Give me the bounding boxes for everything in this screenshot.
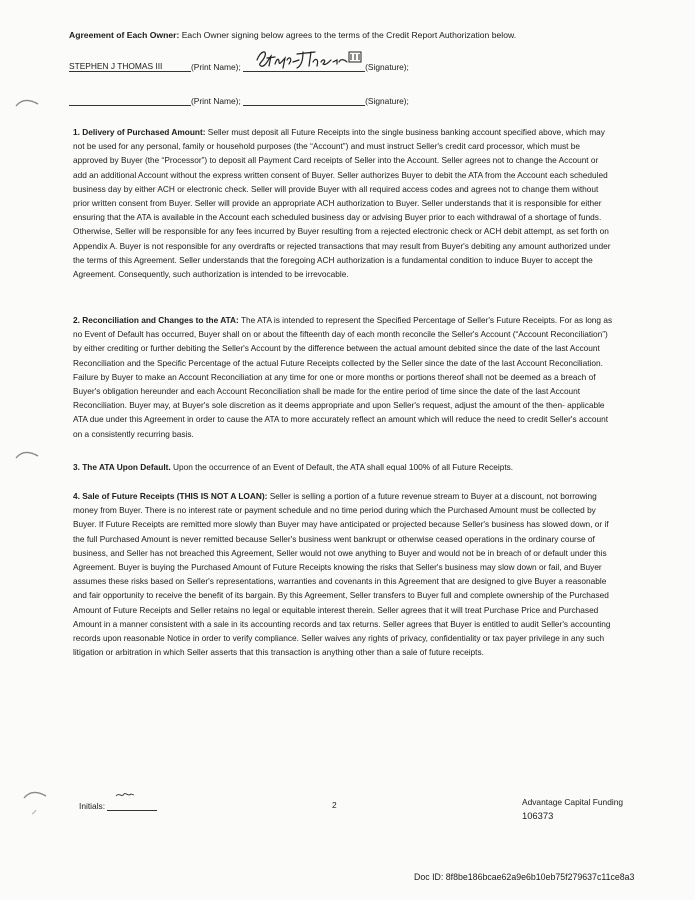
print-name-value: STEPHEN J THOMAS III	[69, 61, 191, 72]
section-body: Seller must deposit all Future Receipts into the single business banking account specified above, which may not be used for any personal, family or household purposes (the “Account”) and must instruct Seller's credit card processor, which must be approved by Buyer (the “Processor”) to deposit all Payment Card receipts of Seller into the Account. Seller agrees not to change the Account or add an additional Account without the express written consent of Buyer. Seller authorizes Buyer to debit the ATA from the Account each scheduled business day by either ACH or electronic check. Seller will provide Buyer with all required access codes and agrees not to change them without prior written consent from Buyer. Seller will provide an appropriate ACH authorization to Buyer. Seller understands that it is responsible for either ensuring that the ATA is available in the Account each scheduled business day or advising Buyer prior to each withdrawal of a shortage of funds. Otherwise, Seller will be responsible for any fees incurred by Buyer resulting from a rejected electronic check or ACH debit attempt, as set forth on Appendix A. Buyer is not responsible for any overdrafts or rejected transactions that may result from Buyer's debiting any amount authorized under the terms of this Agreement. Seller understands that the foregoing ACH authorization is a fundamental condition to induce Buyer to accept the Agreement. Consequently, such authorization is intended to be irrevocable.	[73, 127, 611, 280]
company-name: Advantage Capital Funding	[522, 797, 624, 807]
section-heading: 1. Delivery of Purchased Amount:	[73, 127, 206, 137]
initials-scribble	[114, 790, 136, 800]
initials-label: Initials:	[79, 801, 106, 811]
print-name-label: (Print Name);	[191, 62, 241, 72]
section-ata-upon-default	[73, 460, 613, 474]
binder-hole-mark-middle	[14, 446, 40, 462]
section-body: Seller is selling a portion of a future revenue stream to Buyer at a discount, not borrowing money from Buyer. There is no interest rate or payment schedule and no time period during which the Purchased Amount must be collected by Buyer. If Future Receipts are remitted more slowly than Buyer may have anticipated or projected because Seller's business has slowed down, or if the full Purchased Amount is never remitted because Seller's business went bankrupt or otherwise ceased operations in the ordinary course of business, and Seller has not breached this Agreement, Seller would not owe anything to Buyer and would not be in breach of or default under this Agreement. Buyer is buying the Purchased Amount of Future Receipts knowing the risks that Seller's business may slow down or fail, and Buyer assumes these risks based on Seller's representations, warranties and covenants in this Agreement that are designed to give Buyer a reasonable and fair opportunity to receive the benefit of its bargain. By this Agreement, Seller transfers to Buyer full and complete ownership of the Purchased Amount of Future Receipts and Seller retains no legal or equitable interest therein. Seller agrees that it will treat Purchase Price and Purchased Amount in a manner consistent with a sale in its accounting records and tax returns. Seller agrees that Buyer is entitled to audit Seller's accounting records upon reasonable Notice in order to verify compliance. Seller waives any rights of privacy, confidentiality or tax payer privilege in any such litigation or arbitration in which Seller asserts that this transaction is anything other than a sale of future receipts.	[73, 491, 611, 658]
owner-agreement-line	[69, 30, 516, 40]
section-delivery-of-purchased-amount	[73, 125, 613, 281]
section-sale-of-future-receipts	[73, 489, 613, 659]
owner-agreement-heading: Agreement of Each Owner:	[69, 30, 180, 40]
initials-blank	[107, 801, 157, 811]
signature-label: (Signature);	[365, 96, 409, 106]
company-number: 106373	[522, 810, 554, 821]
print-name-label: (Print Name);	[191, 96, 241, 106]
print-name-value-blank	[69, 105, 191, 106]
doc-id: Doc ID: 8f8be186bcae62a9e6b10eb75f279637c11ce8a3	[414, 872, 635, 882]
owner-agreement-text: Each Owner signing below agrees to the terms of the Credit Report Authorization below.	[181, 30, 517, 40]
signature-blank	[243, 95, 365, 106]
section-heading: 3. The ATA Upon Default.	[73, 462, 171, 472]
section-body: Upon the occurrence of an Event of Default, the ATA shall equal 100% of all Future Receipts.	[173, 462, 514, 472]
section-body: The ATA is intended to represent the Specified Percentage of Seller's Future Receipts. For as long as no Event of Default has occurred, Buyer shall on or about the fifteenth day of each month reconcile the Seller's Account (“Account Reconciliation”) by either crediting or further debiting the Seller's Account by the difference between the actual amount debited since the date of the last Account Reconciliation and the Specific Percentage of the actual Future Receipts collected by the Seller since the date of the last Account Reconciliation. Failure by Buyer to make an Account Reconciliation at any time for one or more months or portions thereof shall not be deemed as a breach of Buyer's obligation hereunder and each Account Reconciliation shall be made for the entire period of time since the date of the last Account Reconciliation. Buyer may, at Buyer's sole discretion as it deems appropriate and upon Seller's request, adjust the amount of the then- applicable ATA due under this Agreement in order to cause the ATA to more accurately reflect an amount which will reduce the need to credit Seller's account on a consistently recurring basis.	[73, 315, 613, 439]
binder-hole-mark-top	[14, 94, 40, 110]
handwritten-signature	[253, 46, 368, 72]
section-heading: 2. Reconciliation and Changes to the ATA:	[73, 315, 239, 325]
section-heading: 4. Sale of Future Receipts (THIS IS NOT A LOAN):	[73, 491, 268, 501]
signature-label: (Signature);	[365, 62, 409, 72]
page-number: 2	[332, 800, 337, 810]
binder-hole-mark-bottom	[22, 786, 48, 816]
signature-row-2	[69, 95, 409, 106]
initials-field	[79, 801, 157, 811]
section-reconciliation	[73, 313, 613, 441]
